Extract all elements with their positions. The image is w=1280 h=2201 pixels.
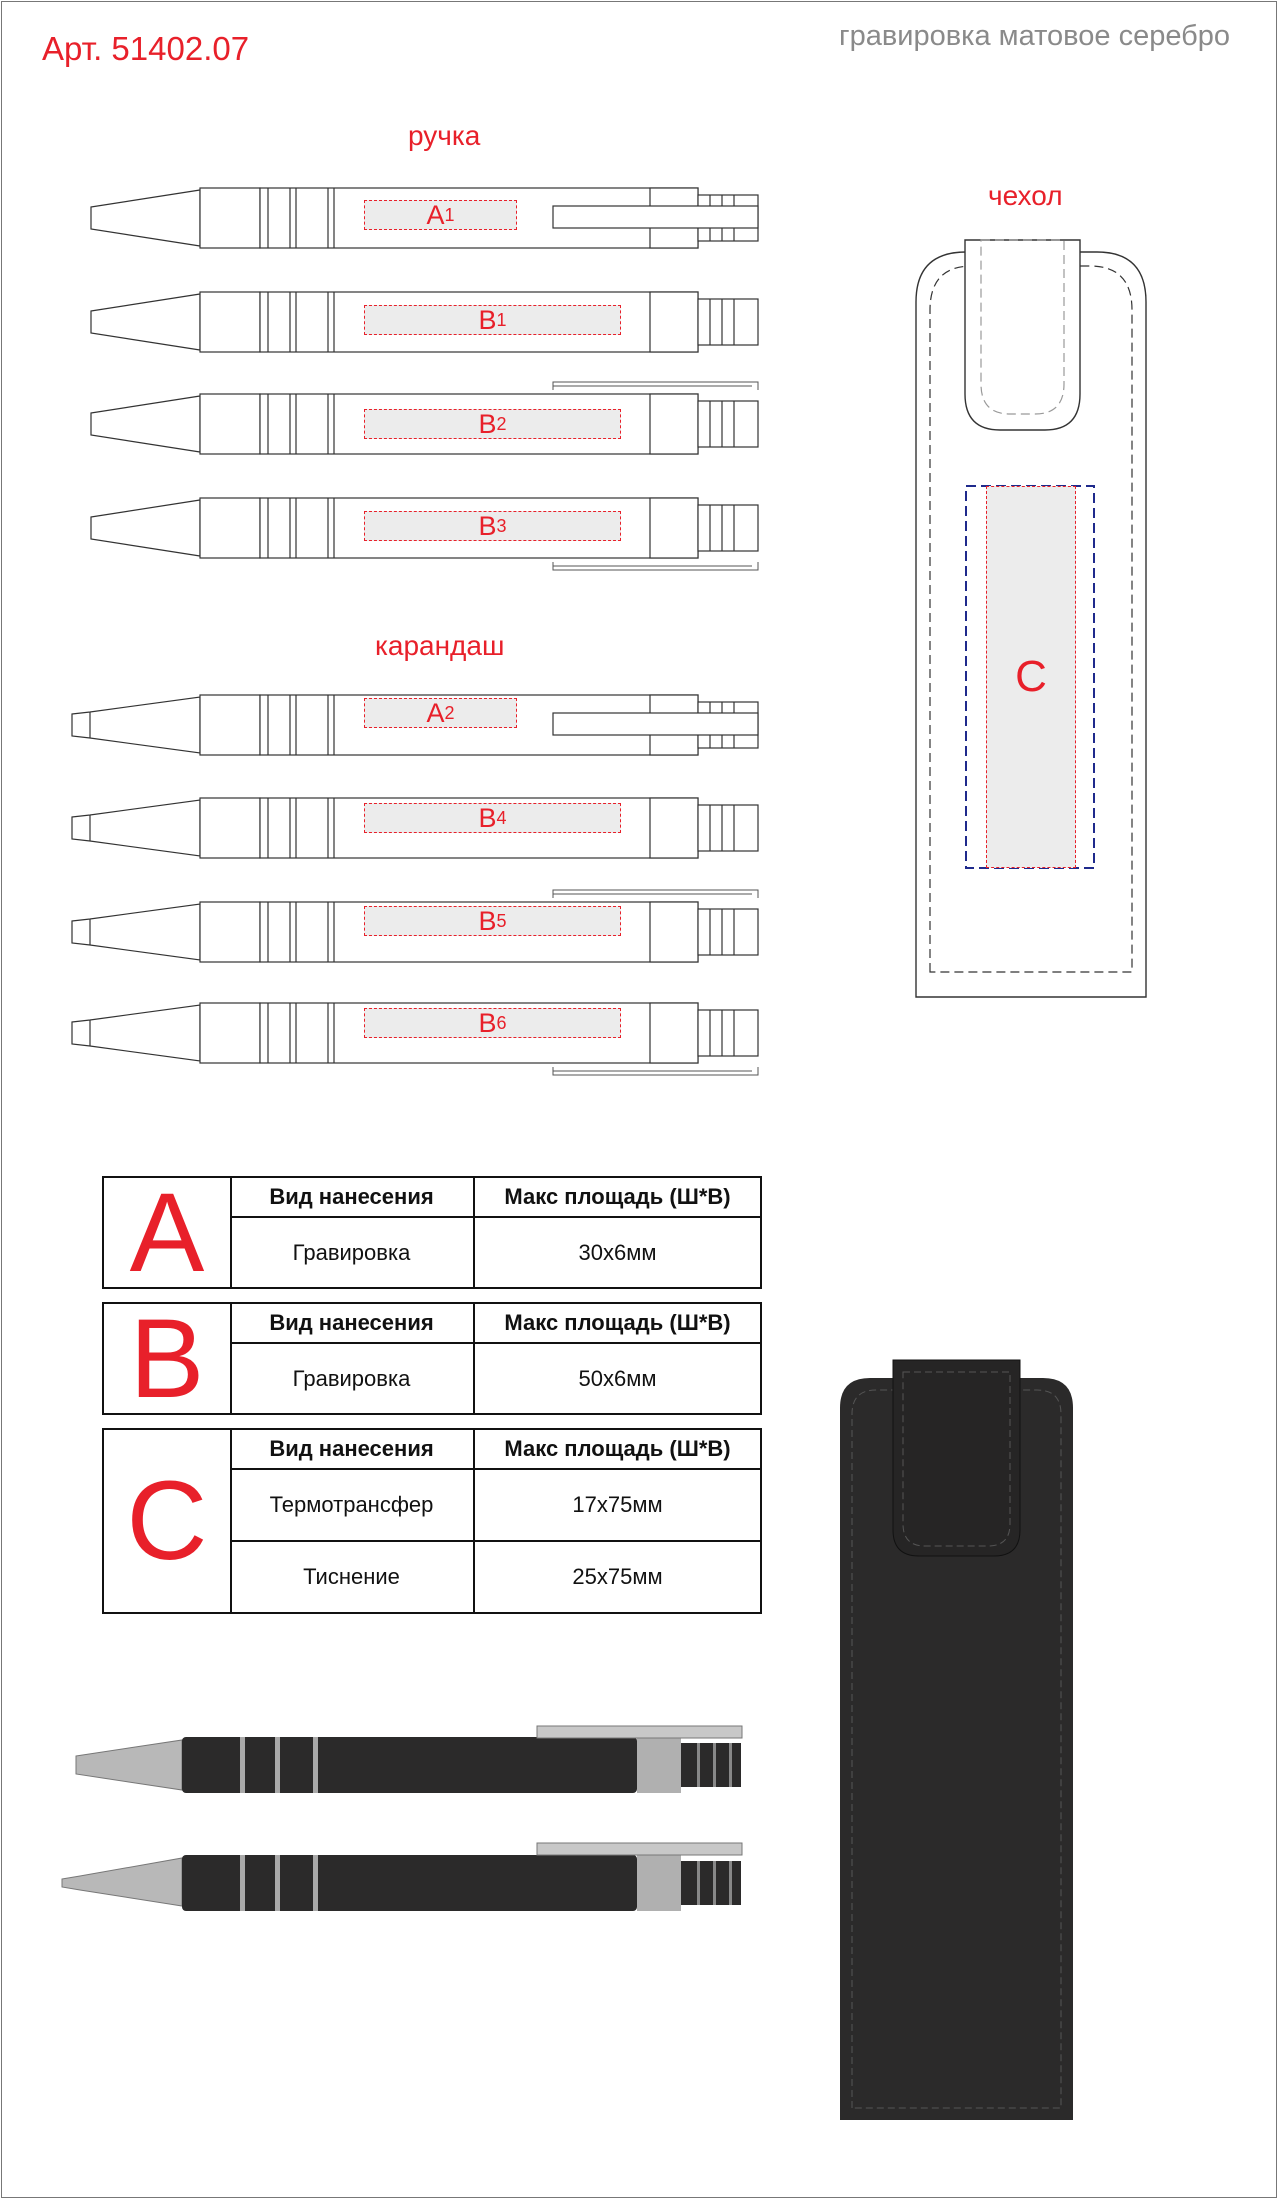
zone-b3: B 3 — [364, 511, 621, 541]
table-a — [102, 1169, 762, 1295]
cell-method: Термотрансфер — [230, 1470, 475, 1540]
zone-b6: B 6 — [364, 1008, 621, 1038]
cell-area: 30x6мм — [578, 1239, 657, 1265]
header-method: Вид нанесения — [230, 1430, 475, 1468]
cell-area: 50x6мм — [578, 1365, 657, 1391]
zone-a1: A 1 — [364, 200, 517, 230]
zone-b1: B 1 — [364, 305, 621, 335]
table-c — [102, 1428, 762, 1614]
cell-area: 25x75мм — [572, 1564, 663, 1589]
case-photo — [840, 1360, 1073, 2120]
header-area: Макс площадь (Ш*В) — [504, 1184, 731, 1209]
zone-b5: B 5 — [364, 906, 621, 936]
table-b — [102, 1295, 762, 1421]
cell-area: 17x75мм — [572, 1492, 663, 1517]
article-number: Арт. 51402.07 — [42, 30, 250, 67]
zone-a2: A 2 — [364, 698, 517, 728]
cell-method: Гравировка — [230, 1218, 475, 1287]
pen-heading: ручка — [408, 120, 481, 151]
header-method: Вид нанесения — [230, 1304, 475, 1342]
case-heading: чехол — [988, 180, 1063, 211]
table-c-letter: C — [104, 1430, 232, 1612]
table-a-letter: A — [104, 1178, 232, 1287]
subtitle: гравировка матовое серебро — [839, 20, 1230, 52]
header-area: Макс площадь (Ш*В) — [504, 1436, 731, 1461]
pen-photo — [76, 1726, 742, 1793]
cell-method: Гравировка — [230, 1344, 475, 1413]
header-area: Макс площадь (Ш*В) — [504, 1310, 731, 1335]
table-b-letter: B — [104, 1304, 232, 1413]
zone-c: C — [986, 486, 1076, 868]
zone-b4: B 4 — [364, 803, 621, 833]
pencil-photo — [62, 1843, 742, 1911]
zone-b2: B 2 — [364, 409, 621, 439]
cell-method: Тиснение — [230, 1542, 475, 1612]
pencil-heading: карандаш — [375, 630, 505, 661]
header-method: Вид нанесения — [230, 1178, 475, 1216]
